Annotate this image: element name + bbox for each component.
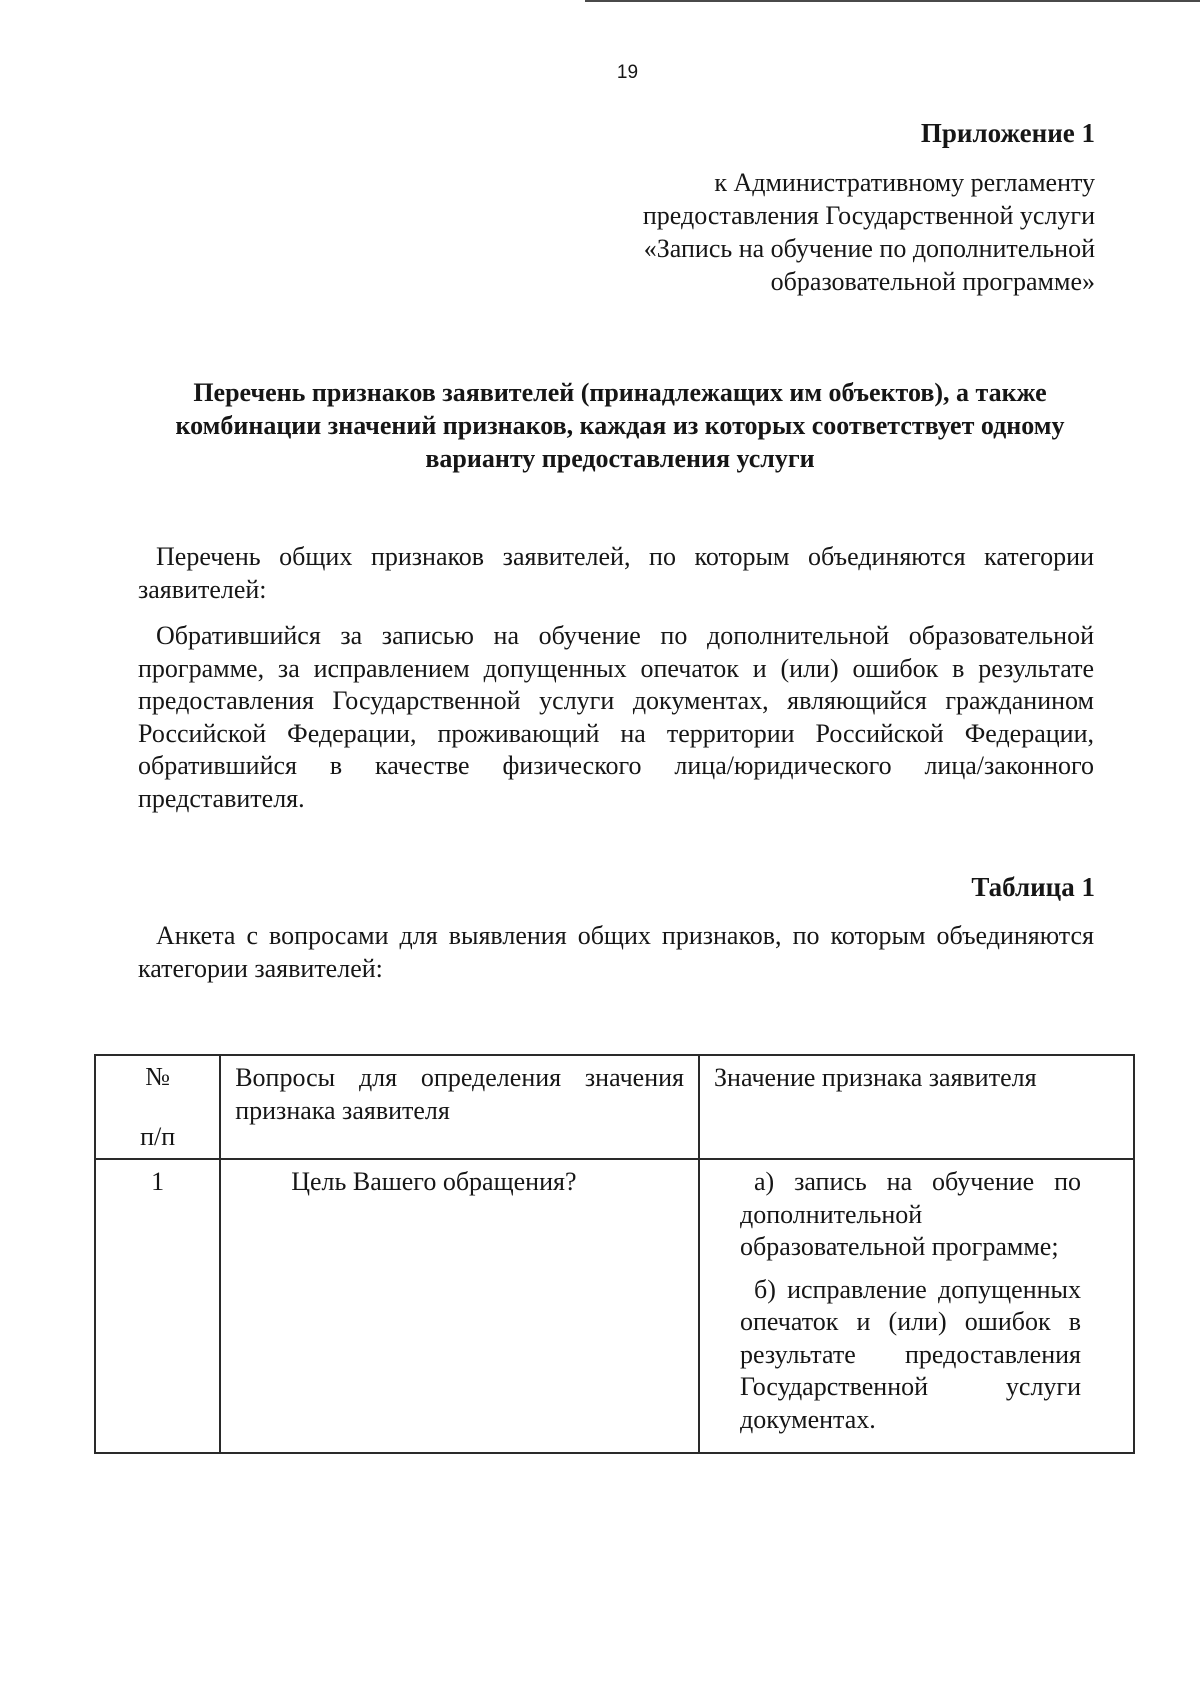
table-intro: Анкета с вопросами для выявления общих признаков, по которым объединяются категории заявителей: [138,921,1094,983]
paragraph-applicant-description: Обратившийся за записью на обучение по дополнительной образовательной программе, за исправлением допущенных опечаток и (или) ошибок в результате предоставления Государственной услуги документах, являющийся гражданином Российской Федерации, проживающий на территории Российской Федерации, обратившийся в качестве физического лица/юридического лица/законного представителя. [138,621,1094,813]
table-row [95,1159,1134,1453]
answer-option-a: а) запись на обучение по дополнительной образовательной программе; [740,1167,1081,1261]
table-header-row [95,1055,1134,1159]
header-number-abbrev: п/п [140,1122,176,1151]
header-number [95,1055,220,1159]
survey-table [94,1054,1135,1454]
row-question: Цель Вашего обращения? [291,1167,577,1196]
table-label: Таблица 1 [971,872,1095,902]
header-number-symbol: № [145,1062,171,1091]
answer-option-b: б) исправление допущенных опечаток и (или) ошибок в результате предоставления Государственной услуги документах. [740,1274,1081,1434]
row-question-cell [220,1159,699,1453]
appendix-note: к Административному регламенту предоставления Государственной услуги «Запись на обучение по дополнительной образовательной программе» [642,168,1095,296]
header-question: Вопросы для определения значения признака заявителя [220,1055,699,1159]
header-value: Значение признака заявителя [699,1055,1134,1159]
page-number: 19 [616,62,639,83]
row-number: 1 [95,1159,220,1453]
appendix-title: Приложение 1 [920,118,1095,148]
document-title: Перечень признаков заявителей (принадлежащих им объектов), а также комбинации значений признаков, каждая из которых соответствует одному варианту предоставления услуги [175,378,1065,473]
paragraph-general-features: Перечень общих признаков заявителей, по которым объединяются категории заявителей: [138,542,1094,604]
scan-edge-line [585,0,1200,2]
row-answers-cell [699,1159,1134,1453]
